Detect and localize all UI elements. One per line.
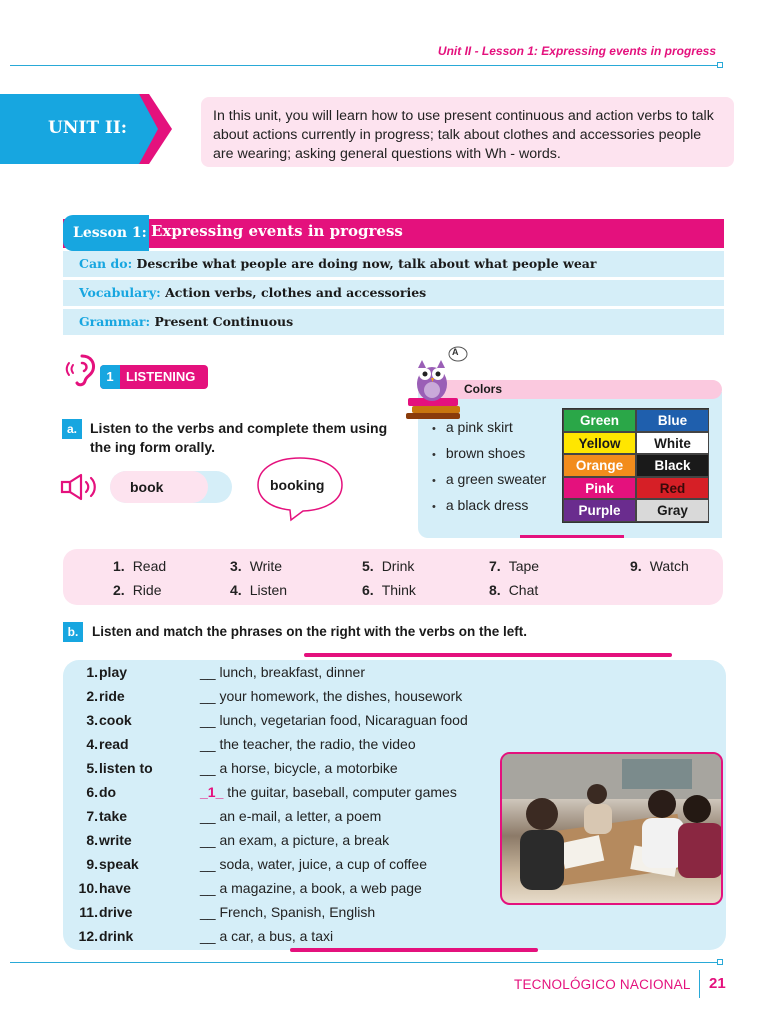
match-phrase bbox=[200, 876, 422, 900]
vocabulary-row bbox=[63, 280, 724, 306]
verb-item: 2. Ride bbox=[113, 582, 162, 598]
grammar-value: Present Continuous bbox=[154, 314, 294, 329]
unit-label: UNIT II: bbox=[48, 118, 128, 138]
section-number: 1 bbox=[100, 365, 120, 389]
footer-separator bbox=[699, 970, 700, 998]
unit-intro: In this unit, you will learn how to use present continuous and action verbs to talk about actions currently in progress; talk about clothes and accessories people are wearing; asking general questions with Wh - words. bbox=[201, 97, 734, 167]
colors-example-item: • brown shoes bbox=[432, 441, 546, 467]
exercise-a-instruction-2: the ing form orally. bbox=[90, 439, 215, 455]
match-verb: play bbox=[99, 664, 128, 680]
match-verb: take bbox=[99, 808, 128, 824]
match-number: 6. bbox=[86, 784, 98, 800]
match-row bbox=[74, 876, 422, 900]
colors-example-item: • a green sweater bbox=[432, 467, 546, 493]
match-phrase-text: lunch, breakfast, dinner bbox=[215, 664, 365, 680]
owl-icon bbox=[404, 346, 470, 420]
example-base-word: book bbox=[110, 471, 208, 503]
color-swatch-gray: Gray bbox=[636, 499, 709, 522]
match-phrase-text: an exam, a picture, a break bbox=[215, 832, 390, 848]
colors-panel-underline bbox=[520, 535, 624, 538]
match-phrase-text: an e-mail, a letter, a poem bbox=[215, 808, 382, 824]
verb-item: 8. Chat bbox=[489, 582, 539, 598]
match-phrase-text: your homework, the dishes, housework bbox=[215, 688, 463, 704]
match-blank[interactable]: __ bbox=[200, 736, 216, 752]
match-blank[interactable]: __ bbox=[200, 832, 216, 848]
match-phrase bbox=[200, 708, 468, 732]
exercise-b-letter: b. bbox=[63, 622, 83, 642]
match-number: 9. bbox=[86, 856, 98, 872]
match-row bbox=[74, 804, 382, 828]
lesson-label: Lesson 1: bbox=[63, 215, 149, 251]
match-phrase bbox=[200, 732, 416, 756]
match-verb: read bbox=[99, 736, 129, 752]
match-number: 5. bbox=[86, 760, 98, 776]
match-row bbox=[74, 924, 334, 948]
match-row bbox=[74, 684, 463, 708]
match-number: 11. bbox=[79, 904, 98, 920]
header-rule bbox=[10, 65, 720, 66]
match-blank[interactable]: __ bbox=[200, 880, 216, 896]
match-number: 1. bbox=[86, 664, 98, 680]
color-swatch-purple: Purple bbox=[563, 499, 636, 522]
color-swatch-pink: Pink bbox=[563, 477, 636, 500]
example-pill bbox=[110, 471, 232, 503]
section-label: LISTENING bbox=[126, 369, 196, 384]
colors-example-item: • a pink skirt bbox=[432, 415, 546, 441]
matching-top-rule bbox=[304, 653, 672, 657]
footer-rule bbox=[10, 962, 720, 963]
matching-bottom-rule bbox=[290, 948, 538, 952]
verb-item: 1. Read bbox=[113, 558, 167, 574]
match-phrase bbox=[200, 684, 462, 708]
color-swatch-grid bbox=[562, 408, 709, 523]
verb-item: 4. Listen bbox=[230, 582, 288, 598]
match-blank[interactable]: __ bbox=[200, 688, 216, 704]
match-verb: drink bbox=[99, 928, 134, 944]
match-phrase bbox=[200, 924, 333, 948]
vocabulary-value: Action verbs, clothes and accessories bbox=[165, 285, 427, 300]
match-phrase-text: the teacher, the radio, the video bbox=[215, 736, 416, 752]
verb-item: 7. Tape bbox=[489, 558, 540, 574]
match-row bbox=[74, 732, 416, 756]
match-verb: write bbox=[99, 832, 132, 848]
match-row bbox=[74, 660, 365, 684]
verb-item: 3. Write bbox=[230, 558, 283, 574]
match-phrase-text: a magazine, a book, a web page bbox=[215, 880, 422, 896]
match-row bbox=[74, 828, 390, 852]
running-header: Unit II - Lesson 1: Expressing events in progress bbox=[437, 44, 716, 58]
match-blank[interactable]: __ bbox=[200, 712, 216, 728]
can-do-row bbox=[63, 251, 724, 277]
match-blank[interactable]: __ bbox=[200, 928, 216, 944]
classroom-photo bbox=[500, 752, 723, 905]
verb-item: 9. Watch bbox=[630, 558, 689, 574]
listening-badge bbox=[100, 365, 208, 389]
match-row bbox=[74, 852, 428, 876]
color-swatch-black: Black bbox=[636, 454, 709, 477]
match-row bbox=[74, 756, 398, 780]
match-number: 4. bbox=[86, 736, 98, 752]
match-number: 3. bbox=[86, 712, 98, 728]
lesson-title: Expressing events in progress bbox=[151, 222, 403, 240]
exercise-a-instruction-1: Listen to the verbs and complete them using bbox=[90, 420, 388, 436]
color-swatch-white: White bbox=[636, 432, 709, 455]
speaker-icon[interactable] bbox=[60, 472, 102, 502]
match-verb: do bbox=[99, 784, 117, 800]
match-verb: cook bbox=[99, 712, 132, 728]
match-phrase bbox=[200, 660, 365, 684]
verb-item: 6. Think bbox=[362, 582, 416, 598]
owl-bubble-letter: A bbox=[452, 347, 459, 357]
match-phrase bbox=[200, 780, 457, 804]
match-row bbox=[74, 780, 457, 804]
match-phrase-text: lunch, vegetarian food, Nicaraguan food bbox=[215, 712, 468, 728]
match-phrase bbox=[200, 852, 427, 876]
match-row bbox=[74, 708, 468, 732]
match-phrase-text: a car, a bus, a taxi bbox=[215, 928, 334, 944]
can-do-key: Can do: bbox=[79, 256, 133, 271]
exercise-a-letter: a. bbox=[62, 419, 82, 439]
match-phrase bbox=[200, 756, 398, 780]
color-swatch-yellow: Yellow bbox=[563, 432, 636, 455]
color-swatch-orange: Orange bbox=[563, 454, 636, 477]
color-swatch-blue: Blue bbox=[636, 409, 709, 432]
match-phrase bbox=[200, 804, 381, 828]
match-blank[interactable]: __ bbox=[200, 664, 216, 680]
match-row bbox=[74, 900, 376, 924]
footer-rule-end bbox=[717, 959, 723, 965]
publisher-name: TECNOLÓGICO NACIONAL bbox=[514, 977, 691, 992]
match-number: 7. bbox=[86, 808, 98, 824]
match-verb: ride bbox=[99, 688, 125, 704]
can-do-value: Describe what people are doing now, talk about what people wear bbox=[136, 256, 597, 271]
colors-title: Colors bbox=[418, 380, 722, 399]
match-phrase-text: the guitar, baseball, computer games bbox=[223, 784, 457, 800]
grammar-key: Grammar: bbox=[79, 314, 151, 329]
match-phrase-text: soda, water, juice, a cup of coffee bbox=[215, 856, 428, 872]
example-answer: booking bbox=[270, 477, 325, 493]
match-phrase-text: a horse, bicycle, a motorbike bbox=[215, 760, 398, 776]
match-number: 8. bbox=[86, 832, 98, 848]
match-blank[interactable]: __ bbox=[200, 904, 216, 920]
match-phrase bbox=[200, 900, 375, 924]
match-blank[interactable]: __ bbox=[200, 808, 216, 824]
ear-icon bbox=[62, 350, 98, 388]
match-verb: drive bbox=[99, 904, 133, 920]
match-verb: have bbox=[99, 880, 131, 896]
match-number: 10. bbox=[78, 880, 98, 896]
match-verb: listen to bbox=[99, 760, 153, 776]
match-blank[interactable]: __ bbox=[200, 760, 216, 776]
match-phrase bbox=[200, 828, 389, 852]
match-number: 2. bbox=[86, 688, 98, 704]
match-blank[interactable]: _1_ bbox=[200, 784, 224, 800]
page-number: 21 bbox=[709, 975, 726, 992]
match-number: 12. bbox=[78, 928, 98, 944]
match-blank[interactable]: __ bbox=[200, 856, 216, 872]
colors-example-list bbox=[432, 415, 546, 519]
grammar-row bbox=[63, 309, 724, 335]
color-swatch-red: Red bbox=[636, 477, 709, 500]
vocabulary-key: Vocabulary: bbox=[79, 285, 161, 300]
match-phrase-text: French, Spanish, English bbox=[215, 904, 376, 920]
unit-tab bbox=[0, 94, 172, 164]
match-verb: speak bbox=[99, 856, 139, 872]
verb-item: 5. Drink bbox=[362, 558, 415, 574]
header-rule-end bbox=[717, 62, 723, 68]
colors-example-item: • a black dress bbox=[432, 493, 546, 519]
color-swatch-green: Green bbox=[563, 409, 636, 432]
exercise-b-instruction: Listen and match the phrases on the right with the verbs on the left. bbox=[92, 624, 528, 639]
